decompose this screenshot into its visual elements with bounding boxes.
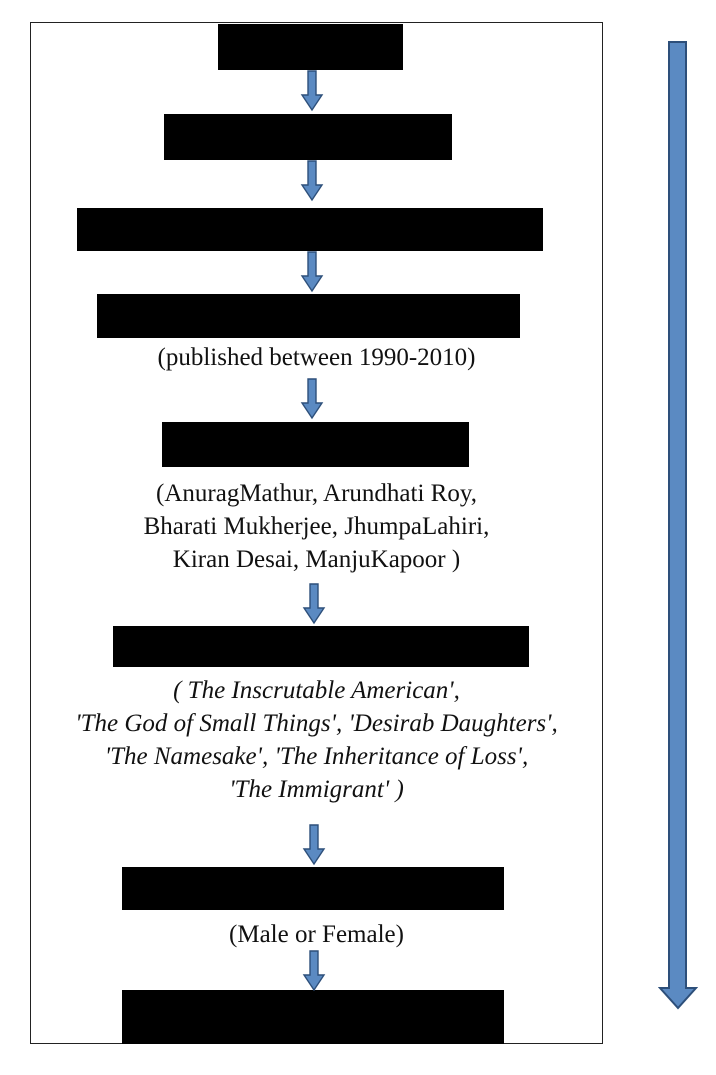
down-arrow-icon [302, 950, 326, 992]
down-arrow-icon [300, 251, 324, 293]
step-5-note [30, 477, 603, 576]
redacted-step-box-1 [218, 24, 403, 70]
redacted-step-box-5 [162, 422, 469, 467]
down-arrow-icon [302, 824, 326, 866]
step-5-note-line: (AnuragMathur, Arundhati Roy, [156, 480, 477, 507]
step-4-note-line: (published between 1990-2010) [157, 344, 476, 371]
step-6-note-line: 'The Namesake', 'The Inheritance of Loss', [104, 743, 529, 770]
redacted-step-box-7 [122, 867, 504, 910]
redacted-step-box-6 [113, 626, 529, 667]
step-6-note-line: 'The God of Small Things', 'Desirab Daughters', [75, 710, 558, 737]
step-6-note-line: ( The Inscrutable American', [173, 677, 460, 704]
redacted-step-box-3 [77, 208, 543, 251]
down-arrow-icon [300, 378, 324, 420]
step-6-note [30, 674, 603, 806]
redacted-step-box-4 [97, 294, 520, 338]
down-arrow-icon [300, 160, 324, 202]
long-down-arrow-icon [658, 40, 698, 1012]
redacted-step-box-2 [164, 114, 452, 160]
step-5-note-line: Kiran Desai, ManjuKapoor ) [172, 546, 461, 573]
down-arrow-icon [302, 583, 326, 625]
redacted-step-box-8 [122, 990, 504, 1044]
step-7-note-line: (Male or Female) [229, 921, 404, 948]
step-4-note [30, 341, 603, 374]
step-5-note-line: Bharati Mukherjee, JhumpaLahiri, [143, 513, 490, 540]
down-arrow-icon [300, 70, 324, 112]
step-6-note-line: 'The Immigrant' ) [229, 776, 404, 803]
step-7-note [30, 918, 603, 951]
